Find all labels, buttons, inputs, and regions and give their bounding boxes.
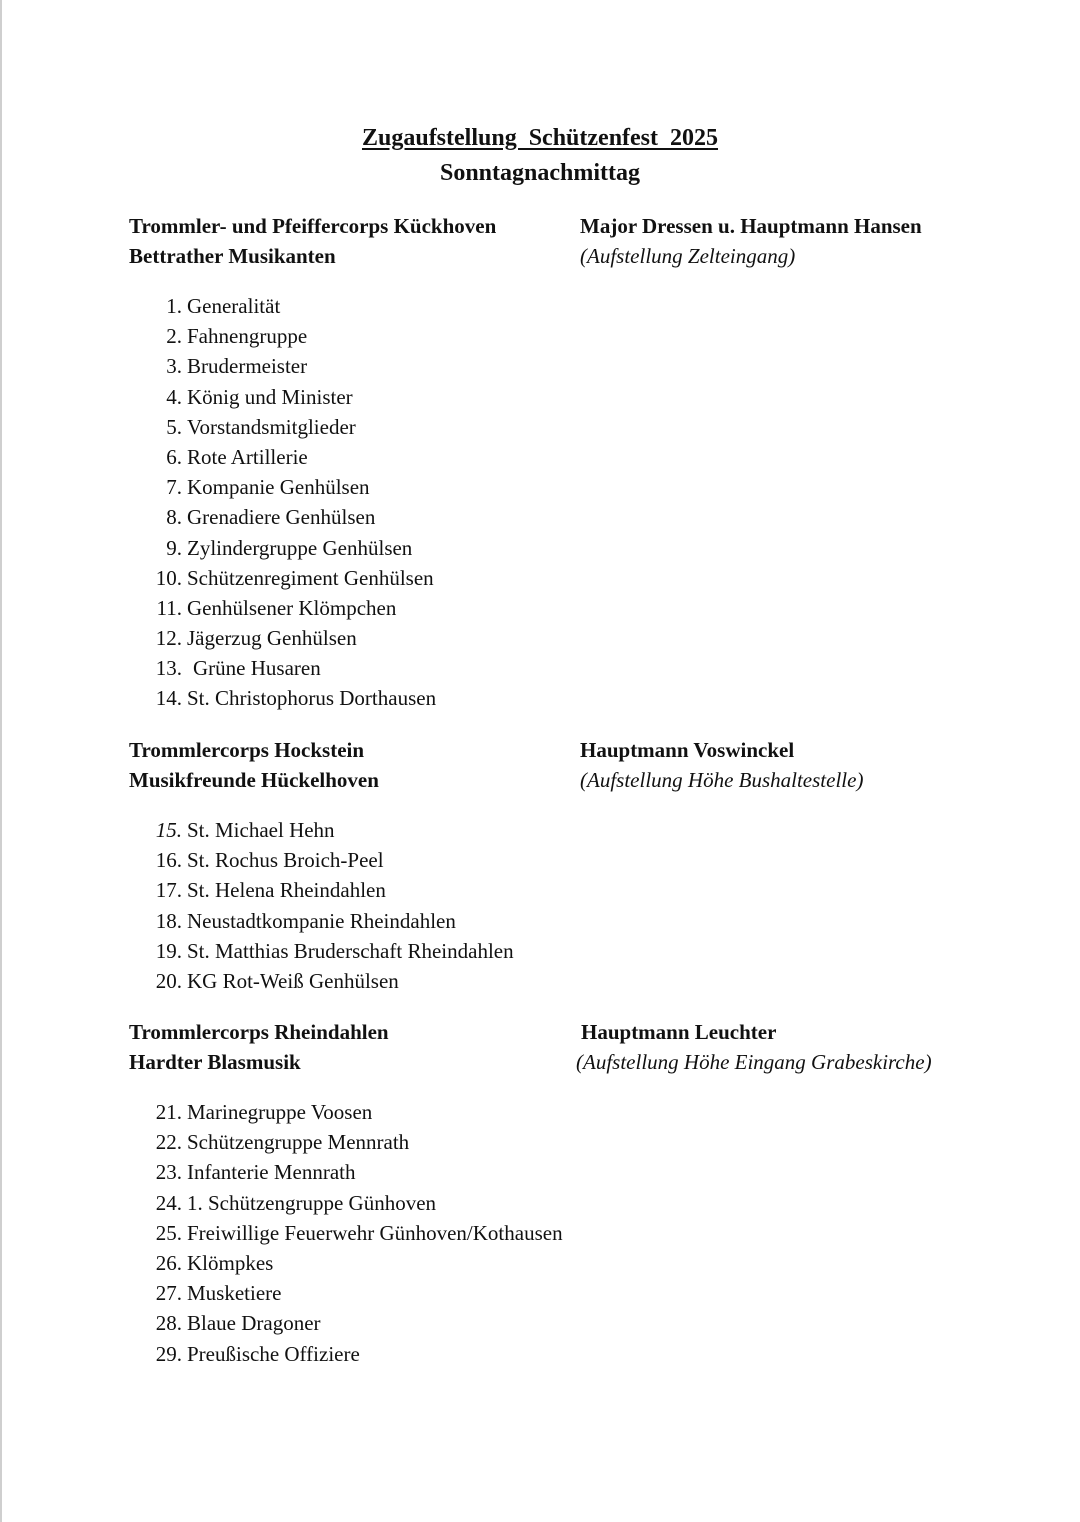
item-text: 1. Schützengruppe Günhoven bbox=[187, 1190, 437, 1215]
list-item bbox=[0, 472, 1080, 502]
list-item bbox=[0, 533, 1080, 563]
list-item bbox=[0, 1127, 1080, 1157]
list-item bbox=[0, 593, 1080, 623]
group-list-3 bbox=[0, 1097, 1080, 1369]
group-list-2 bbox=[0, 815, 1080, 996]
item-text: Klömpkes bbox=[187, 1250, 274, 1275]
list-item bbox=[0, 1278, 1080, 1308]
list-item bbox=[0, 936, 1080, 966]
assembly-position: (Aufstellung Höhe Eingang Grabeskirche) bbox=[576, 1050, 932, 1074]
item-number: 19. bbox=[155, 938, 182, 963]
list-item bbox=[0, 845, 1080, 875]
list-item bbox=[0, 1157, 1080, 1187]
item-number: 15. bbox=[155, 818, 182, 842]
item-number: 13. bbox=[155, 656, 182, 681]
item-text: KG Rot-Weiß Genhülsen bbox=[187, 968, 399, 993]
leader-name: Hauptmann Leuchter bbox=[581, 1020, 777, 1044]
item-text: Infanterie Mennrath bbox=[187, 1160, 356, 1185]
list-item bbox=[0, 1339, 1080, 1369]
band-name: Trommlercorps Hockstein bbox=[129, 738, 365, 762]
item-number: 23. bbox=[155, 1160, 182, 1185]
item-text: Grenadiere Genhülsen bbox=[187, 505, 376, 530]
band-name: Trommler- und Pfeiffercorps Kückhoven bbox=[129, 214, 497, 238]
list-item bbox=[0, 382, 1080, 412]
assembly-position: (Aufstellung Höhe Bushaltestelle) bbox=[580, 768, 864, 792]
item-text: Schützengruppe Mennrath bbox=[187, 1130, 410, 1155]
band-name: Trommlercorps Rheindahlen bbox=[129, 1020, 389, 1044]
item-number: 11. bbox=[156, 595, 182, 620]
list-item bbox=[0, 1248, 1080, 1278]
list-item bbox=[0, 351, 1080, 381]
item-text: Genhülsener Klömpchen bbox=[187, 595, 397, 620]
item-text: Freiwillige Feuerwehr Günhoven/Kothausen bbox=[187, 1220, 563, 1245]
item-number: 1. bbox=[166, 294, 182, 318]
item-number: 12. bbox=[155, 626, 182, 651]
item-text: Generalität bbox=[187, 294, 281, 318]
document-subtitle: Sonntagnachmittag bbox=[439, 160, 641, 186]
list-item bbox=[0, 412, 1080, 442]
list-item bbox=[0, 321, 1080, 351]
item-number: 21. bbox=[155, 1100, 182, 1124]
item-number: 4. bbox=[166, 384, 182, 409]
item-text: St. Rochus Broich-Peel bbox=[187, 848, 384, 873]
band-name: Musikfreunde Hückelhoven bbox=[129, 768, 379, 792]
item-number: 24. bbox=[155, 1190, 182, 1215]
group-header-2 bbox=[0, 735, 1080, 795]
leader-name: Major Dressen u. Hauptmann Hansen bbox=[580, 214, 922, 238]
item-number: 22. bbox=[155, 1130, 182, 1155]
item-number: 26. bbox=[155, 1250, 182, 1275]
item-number: 20. bbox=[155, 968, 182, 993]
list-item bbox=[0, 875, 1080, 905]
item-text: Brudermeister bbox=[187, 354, 308, 379]
item-number: 7. bbox=[166, 475, 182, 500]
leader-name: Hauptmann Voswinckel bbox=[580, 738, 795, 762]
item-number: 5. bbox=[166, 414, 182, 439]
list-item bbox=[0, 966, 1080, 996]
band-name: Bettrather Musikanten bbox=[129, 244, 336, 268]
item-number: 14. bbox=[155, 686, 182, 711]
group-list-1 bbox=[0, 291, 1080, 714]
list-item bbox=[0, 815, 1080, 845]
item-number: 16. bbox=[155, 848, 182, 873]
item-text: Musketiere bbox=[187, 1281, 282, 1306]
document-title: Zugaufstellung Schützenfest 2025 bbox=[361, 125, 719, 151]
item-text: St. Michael Hehn bbox=[187, 818, 335, 842]
list-item bbox=[0, 502, 1080, 532]
item-text: Zylindergruppe Genhülsen bbox=[187, 535, 413, 560]
item-text: Blaue Dragoner bbox=[187, 1311, 321, 1336]
item-text: St. Helena Rheindahlen bbox=[187, 878, 386, 903]
band-name: Hardter Blasmusik bbox=[129, 1050, 301, 1074]
list-item bbox=[0, 563, 1080, 593]
list-item bbox=[0, 442, 1080, 472]
item-text: Marinegruppe Voosen bbox=[187, 1100, 373, 1124]
item-text: Schützenregiment Genhülsen bbox=[187, 565, 434, 590]
assembly-position: (Aufstellung Zelteingang) bbox=[580, 244, 796, 268]
item-number: 2. bbox=[166, 324, 182, 349]
list-item bbox=[0, 291, 1080, 321]
item-number: 17. bbox=[155, 878, 182, 903]
item-number: 18. bbox=[155, 908, 182, 933]
group-header-1 bbox=[0, 211, 1080, 271]
item-text: Preußische Offiziere bbox=[187, 1341, 360, 1366]
item-text: Neustadtkompanie Rheindahlen bbox=[187, 908, 456, 933]
item-number: 27. bbox=[155, 1281, 182, 1306]
list-item bbox=[0, 683, 1080, 713]
item-text: Rote Artillerie bbox=[187, 444, 308, 469]
item-text: Jägerzug Genhülsen bbox=[187, 626, 357, 651]
list-item bbox=[0, 653, 1080, 683]
group-header-3 bbox=[0, 1017, 1080, 1077]
item-text: Fahnengruppe bbox=[187, 324, 308, 349]
list-item bbox=[0, 623, 1080, 653]
list-item bbox=[0, 1097, 1080, 1127]
item-text: Grüne Husaren bbox=[193, 656, 321, 681]
list-item bbox=[0, 1188, 1080, 1218]
item-number: 25. bbox=[155, 1220, 182, 1245]
list-item bbox=[0, 1308, 1080, 1338]
item-number: 28. bbox=[155, 1311, 182, 1336]
item-text: Kompanie Genhülsen bbox=[187, 475, 370, 500]
item-text: St. Matthias Bruderschaft Rheindahlen bbox=[187, 938, 514, 963]
item-number: 29. bbox=[155, 1341, 182, 1366]
item-number: 10. bbox=[155, 565, 182, 590]
item-text: St. Christophorus Dorthausen bbox=[187, 686, 437, 711]
item-text: König und Minister bbox=[187, 384, 353, 409]
item-number: 3. bbox=[166, 354, 182, 379]
list-item bbox=[0, 1218, 1080, 1248]
item-number: 6. bbox=[166, 444, 182, 469]
item-number: 8. bbox=[166, 505, 182, 530]
list-item bbox=[0, 906, 1080, 936]
item-text: Vorstandsmitglieder bbox=[187, 414, 356, 439]
item-number: 9. bbox=[166, 535, 182, 560]
